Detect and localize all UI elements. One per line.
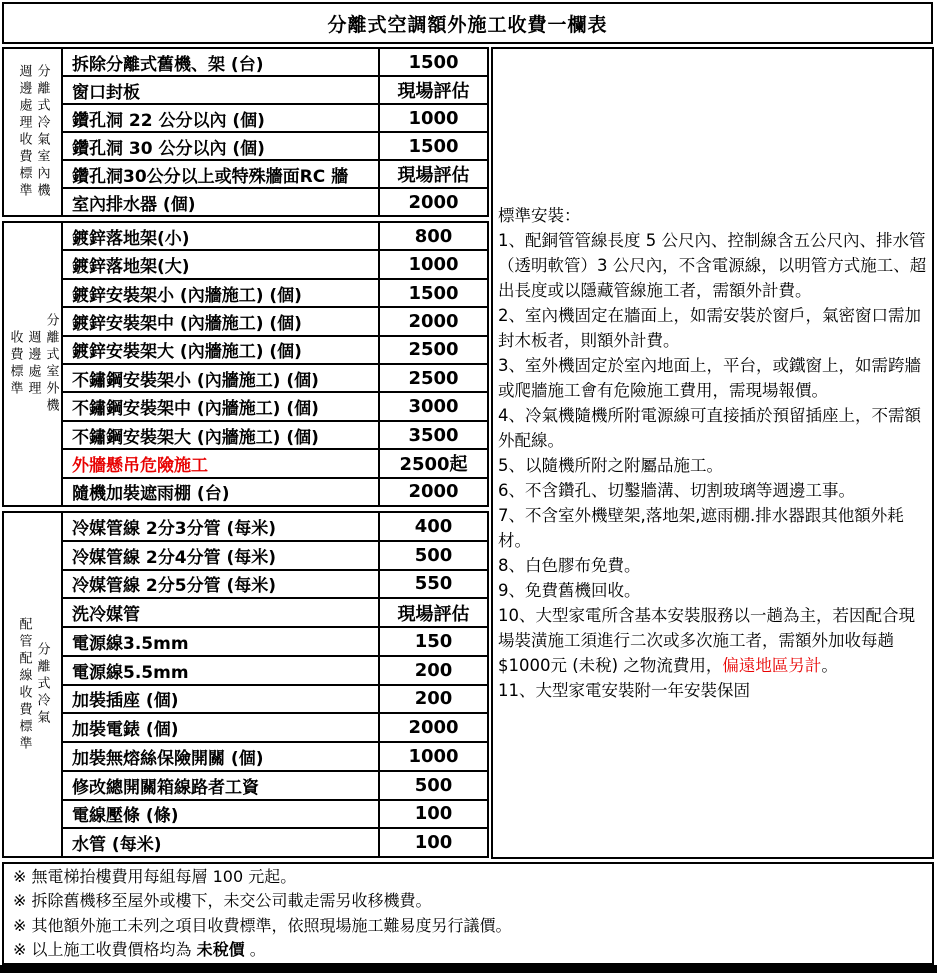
install-note-line [498, 578, 927, 603]
fee-table-row [63, 103, 487, 131]
fee-price-value: 1000 [378, 743, 487, 770]
install-note-line [498, 353, 927, 403]
note-text-segment: 10、大型家電所含基本安裝服務以一趟為主，若因配合現場裝潢施工須進行二次或多次施工者，需額外加收每趟 $1000元 (未稅) 之物流費用， [498, 606, 915, 675]
install-note-line [498, 453, 927, 478]
fee-table-row [63, 420, 487, 448]
fee-item-label: 鍍鋅安裝架小 (內牆施工) (個) [72, 285, 302, 306]
fee-price-value: 1500 [378, 280, 487, 306]
fee-table-row [63, 363, 487, 391]
fee-item-label: 鍍鋅落地架(大) [72, 257, 190, 278]
note-text-segment: 11、大型家電安裝附一年安裝保固 [498, 681, 750, 700]
fee-item-label: 冷媒管線 2分5分管 (每米) [72, 576, 277, 597]
fee-price-value: 100 [378, 829, 487, 856]
fee-table-row [63, 770, 487, 799]
fee-price-value: 1000 [378, 251, 487, 277]
footer-notes-box [2, 862, 934, 965]
category-vertical-label: 分離式室外機 [43, 313, 59, 415]
note-text-segment: ※ 以上施工收費價格均為 [13, 940, 197, 959]
fee-table-row [63, 712, 487, 741]
category-vertical-label: 收費標準 [7, 330, 23, 398]
note-text-segment: 3、室外機固定於室內地面上，平台，或鐵窗上，如需跨牆或爬牆施工會有危險施工費用，需現場報價。 [498, 356, 921, 400]
fee-table-row [63, 799, 487, 828]
fee-price-value: 1500 [378, 133, 487, 159]
fee-price-value: 400 [378, 513, 487, 540]
fee-item-label: 隨機加裝遮雨棚 (台) [72, 484, 230, 505]
note-text-segment: 4、冷氣機隨機所附電源線可直接插於預留插座上，不需額外配線。 [498, 406, 921, 450]
fee-table-row [63, 223, 487, 249]
outdoor-unit-fee-table [2, 221, 489, 507]
fee-price-value: 200 [378, 657, 487, 684]
note-text-segment: 7、不含室外機壁架,落地架,遮雨棚.排水器跟其他額外耗材。 [498, 506, 904, 550]
fee-table-row [63, 827, 487, 856]
fee-price-value: 200 [378, 686, 487, 713]
fee-item-label: 冷媒管線 2分3分管 (每米) [72, 518, 277, 539]
outdoor-unit-fee-rows [63, 223, 487, 505]
footer-note-line [13, 865, 923, 890]
install-note-line [498, 678, 927, 703]
category-vertical-label: 分離式冷氣 [34, 642, 50, 727]
note-text-segment: 。 [244, 940, 266, 959]
fee-table-row [63, 75, 487, 103]
page-title: 分離式空調額外施工收費一欄表 [327, 13, 608, 36]
indoor-unit-fee-rows [63, 49, 487, 215]
fee-item-label: 電源線3.5mm [72, 633, 189, 654]
fee-price-value: 現場評估 [378, 77, 487, 103]
fee-table-row [63, 187, 487, 215]
fee-item-label: 鑽孔洞 30 公分以內 (個) [72, 138, 265, 159]
fee-item-label: 電源線5.5mm [72, 662, 189, 683]
fee-item-label: 拆除分離式舊機、架 (台) [72, 54, 264, 75]
fee-item-label: 加裝電錶 (個) [72, 720, 179, 741]
note-text-segment: 2、室內機固定在牆面上，如需安裝於窗戶，氣密窗口需加封木板者，則額外計費。 [498, 306, 921, 350]
fee-table-row [63, 626, 487, 655]
fee-table-row [63, 655, 487, 684]
fee-price-value: 2500 [378, 365, 487, 391]
install-note-line [498, 403, 927, 453]
fee-item-label: 不鏽鋼安裝架小 (內牆施工) (個) [72, 370, 319, 391]
fee-price-value: 1000 [378, 105, 487, 131]
category-vertical-label: 週邊處理 [25, 330, 41, 398]
standard-install-heading: 標準安裝： [498, 206, 581, 225]
fee-table-row [63, 335, 487, 363]
fee-price-value: 500 [378, 772, 487, 799]
fee-item-label: 冷媒管線 2分4分管 (每米) [72, 547, 277, 568]
page-title-box [2, 2, 933, 44]
fee-item-label: 加裝插座 (個) [72, 691, 179, 712]
fee-table-row [63, 391, 487, 419]
note-text-segment: 6、不含鑽孔、切鑿牆溝、切割玻璃等週邊工事。 [498, 481, 855, 500]
fee-table-row [63, 540, 487, 569]
fee-item-label: 電線壓條 (條) [72, 806, 179, 827]
fee-item-label: 鑽孔洞30公分以上或特殊牆面RC 牆 [72, 166, 349, 187]
note-text-segment: ※ 拆除舊機移至屋外或樓下，未交公司載走需另收移機費。 [13, 891, 432, 910]
category-vertical-label: 週邊處理收費標準 [16, 64, 32, 200]
fee-price-value: 100 [378, 801, 487, 828]
note-text-segment: 未稅價 [196, 940, 245, 959]
fee-table-row [63, 597, 487, 626]
fee-table-row [63, 306, 487, 334]
piping-wiring-fee-rows [63, 513, 487, 856]
note-text-segment: 。 [821, 656, 838, 675]
install-note-line [498, 478, 927, 503]
fee-table-row [63, 448, 487, 476]
fee-price-value: 3500 [378, 422, 487, 448]
fee-price-value: 1500 [378, 49, 487, 75]
fee-price-value: 150 [378, 628, 487, 655]
fee-item-label: 不鏽鋼安裝架大 (內牆施工) (個) [72, 427, 319, 448]
fee-table-row [63, 49, 487, 75]
fee-item-label: 洗冷媒管 [72, 605, 140, 626]
outdoor-unit-category-label [4, 223, 63, 505]
fee-price-value: 2500 [378, 337, 487, 363]
piping-wiring-category-label [4, 513, 63, 856]
fee-price-value: 現場評估 [378, 161, 487, 187]
fee-item-label: 鑽孔洞 22 公分以內 (個) [72, 110, 265, 131]
footer-note-line [13, 914, 923, 939]
note-text-segment: ※ 無電梯抬樓費用每組每層 100 元起。 [13, 866, 297, 886]
note-text-segment: 9、免費舊機回收。 [498, 581, 641, 600]
indoor-unit-category-label [4, 49, 63, 215]
fee-item-label: 加裝無熔絲保險開關 (個) [72, 748, 264, 769]
note-text-segment: ※ 其他額外施工未列之項目收費標準，依照現場施工難易度另行議價。 [13, 915, 512, 935]
category-vertical-label: 配管配線收費標準 [16, 616, 32, 753]
fee-price-value: 2000 [378, 308, 487, 334]
note-text-segment: 偏遠地區另計 [722, 656, 822, 675]
fee-price-value: 現場評估 [378, 599, 487, 626]
fee-price-value: 2500起 [378, 450, 487, 476]
fee-item-label: 鍍鋅安裝架大 (內牆施工) (個) [72, 342, 302, 363]
install-note-line [498, 553, 927, 578]
fee-price-value: 2000 [378, 479, 487, 505]
fee-item-label: 鍍鋅落地架(小) [72, 228, 190, 249]
standard-install-notes-panel [491, 47, 934, 859]
note-text-segment: 1、配銅管管線長度 5 公尺內、控制線含五公尺內、排水管（透明軟管）3 公尺內，不含電源線，以明管方式施工、超出長度或以隱藏管線施工者，需額外計費。 [498, 231, 927, 300]
fee-price-value: 550 [378, 571, 487, 598]
bottom-scan-bar [0, 965, 937, 973]
fee-price-value: 800 [378, 223, 487, 249]
note-text-segment: 5、以隨機所附之附屬品施工。 [498, 456, 723, 475]
fee-item-label: 不鏽鋼安裝架中 (內牆施工) (個) [72, 399, 319, 420]
install-note-line [498, 503, 927, 553]
install-note-line [498, 303, 927, 353]
fee-table-row [63, 249, 487, 277]
note-text-segment: 8、白色膠布免費。 [498, 556, 641, 575]
fee-item-label: 鍍鋅安裝架中 (內牆施工) (個) [72, 313, 302, 334]
fee-table-row [63, 513, 487, 540]
fee-item-label: 外牆懸吊危險施工 [72, 455, 208, 476]
install-note-line [498, 603, 927, 678]
fee-table-row [63, 684, 487, 713]
piping-wiring-fee-table [2, 511, 489, 858]
footer-note-line [13, 938, 923, 963]
category-vertical-label: 分離式冷氣室內機 [34, 64, 50, 200]
fee-table-row [63, 569, 487, 598]
fee-price-value: 500 [378, 542, 487, 569]
fee-price-value: 3000 [378, 393, 487, 419]
footer-note-line [13, 889, 923, 914]
fee-table-row [63, 741, 487, 770]
install-note-line [498, 228, 927, 303]
fee-item-label: 水管 (每米) [72, 835, 162, 856]
fee-table-row [63, 477, 487, 505]
fee-item-label: 窗口封板 [72, 82, 140, 103]
indoor-unit-fee-table [2, 47, 489, 217]
fee-price-value: 2000 [378, 714, 487, 741]
fee-table-row [63, 131, 487, 159]
fee-item-label: 室內排水器 (個) [72, 194, 196, 215]
fee-table-row [63, 159, 487, 187]
fee-item-label: 修改總開關箱線路者工資 [72, 777, 259, 798]
standard-install-notes [498, 228, 927, 703]
fee-table-row [63, 278, 487, 306]
fee-price-value: 2000 [378, 189, 487, 215]
